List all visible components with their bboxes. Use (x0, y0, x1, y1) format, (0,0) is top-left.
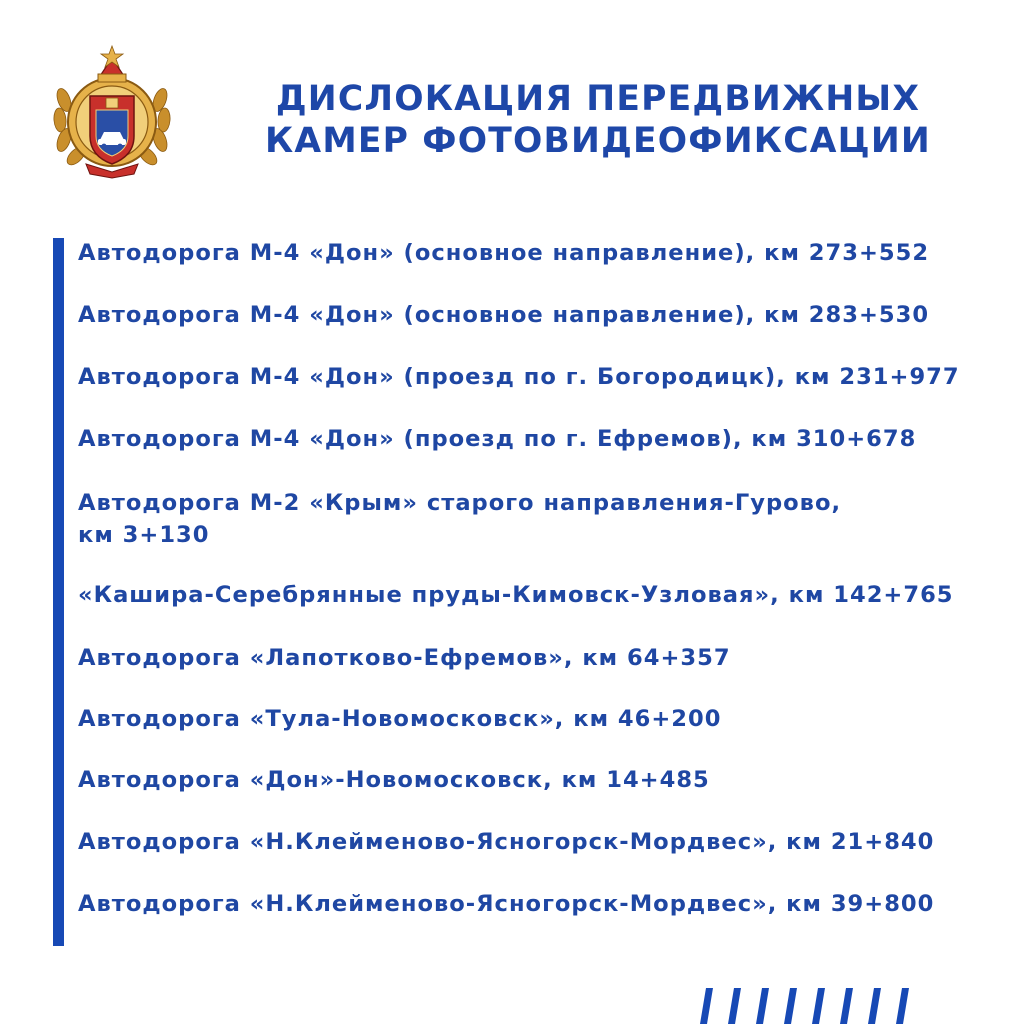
list-item: Автодорога «Н.Клейменово-Ясногорск-Мордвес», км 21+840 (78, 829, 935, 855)
list-item: Автодорога М-4 «Дон» (основное направление), км 273+552 (78, 240, 930, 266)
slash-mark (812, 988, 825, 1024)
list-item: Автодорога М-2 «Крым» старого направления-Гурово, км 3+130 (78, 490, 842, 548)
decorative-slashes-icon (690, 988, 930, 1024)
list-item: Автодорога «Дон»-Новомосковск, км 14+485 (78, 767, 710, 793)
list-item: Автодорога М-4 «Дон» (проезд по г. Ефремов), км 310+678 (78, 426, 917, 452)
slash-mark (868, 988, 881, 1024)
list-item: Автодорога М-4 «Дон» (основное направление), км 283+530 (78, 302, 930, 328)
slash-mark (700, 988, 713, 1024)
page-title (238, 78, 958, 162)
slash-mark (896, 988, 909, 1024)
list-item: «Кашира-Серебрянные пруды-Кимовск-Узловая», км 142+765 (78, 582, 954, 608)
page-title-line-1: ДИСЛОКАЦИЯ ПЕРЕДВИЖНЫХ (275, 79, 921, 119)
list-item: Автодорога «Тула-Новомосковск», км 46+200 (78, 706, 722, 732)
page-title-line-2: КАМЕР ФОТОВИДЕОФИКСАЦИИ (265, 121, 931, 161)
list-item: Автодорога М-4 «Дон» (проезд по г. Богородицк), км 231+977 (78, 364, 960, 390)
traffic-police-emblem-icon (50, 40, 174, 180)
slash-mark (840, 988, 853, 1024)
slash-mark (728, 988, 741, 1024)
list-item: Автодорога «Н.Клейменово-Ясногорск-Мордвес», км 39+800 (78, 891, 935, 917)
accent-bar (53, 238, 64, 946)
slash-mark (784, 988, 797, 1024)
list-item: Автодорога «Лапотково-Ефремов», км 64+357 (78, 645, 731, 671)
slash-mark (756, 988, 769, 1024)
